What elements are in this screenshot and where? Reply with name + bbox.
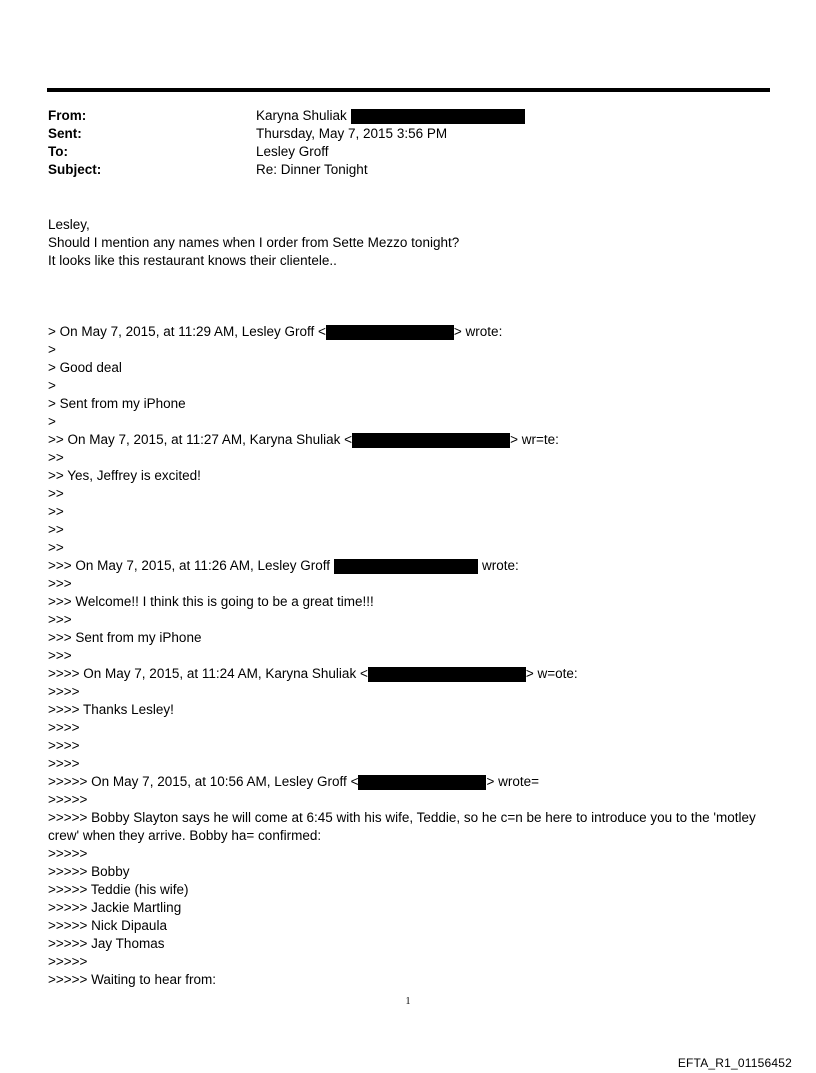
quote-line: >>>>> Jay Thomas xyxy=(48,936,165,951)
redaction-from-email xyxy=(351,109,525,124)
redaction-email xyxy=(368,667,526,682)
quote-text: > On May 7, 2015, at 11:29 AM, Lesley Groff < xyxy=(48,324,326,339)
quote-text: wrote: xyxy=(482,558,519,573)
quote-line: > xyxy=(48,342,56,357)
quote-text: > wrote= xyxy=(486,774,539,789)
quote-text: >>>> On May 7, 2015, at 11:24 AM, Karyna Shuliak < xyxy=(48,666,368,681)
quoted-thread xyxy=(48,323,766,989)
quote-line: >>>>> Bobby xyxy=(48,864,130,879)
quote-line: >> xyxy=(48,522,64,537)
quote-line: >> xyxy=(48,540,64,555)
redaction-email xyxy=(326,325,454,340)
quote-line xyxy=(48,557,766,575)
quote-line: >> xyxy=(48,486,64,501)
body-line: Lesley, xyxy=(48,217,90,232)
quote-line: > Sent from my iPhone xyxy=(48,396,186,411)
quote-line: >>> xyxy=(48,612,72,627)
quote-line: >>>>> Waiting to hear from: xyxy=(48,972,216,987)
quote-line: >>>>> Nick Dipaula xyxy=(48,918,167,933)
from-name: Karyna Shuliak xyxy=(256,108,347,123)
quote-line: >>>> Thanks Lesley! xyxy=(48,702,174,717)
quote-line: >>> Sent from my iPhone xyxy=(48,630,202,645)
quote-text: >> On May 7, 2015, at 11:27 AM, Karyna Shuliak < xyxy=(48,432,353,447)
quote-line: > Good deal xyxy=(48,360,122,375)
quote-line xyxy=(48,665,766,683)
quote-line: > xyxy=(48,414,56,429)
quote-text: >>> On May 7, 2015, at 11:26 AM, Lesley Groff xyxy=(48,558,331,573)
subject-value: Re: Dinner Tonight xyxy=(256,162,368,177)
header-divider xyxy=(47,88,770,92)
quote-line: >>>>> Jackie Martling xyxy=(48,900,182,915)
quote-line: >>>>> Bobby Slayton says he will come at 6:45 with his wife, Teddie, so he c=n be here to introduce you to the 'motley crew' when they arrive. Bobby ha= confirmed: xyxy=(48,810,756,843)
quote-line: >> xyxy=(48,450,64,465)
quote-line: >>>>> Teddie (his wife) xyxy=(48,882,189,897)
quote-line: >>>>> xyxy=(48,792,88,807)
quote-line xyxy=(48,773,766,791)
quote-line: >>> xyxy=(48,648,72,663)
subject-label: Subject: xyxy=(48,162,102,177)
from-label: From: xyxy=(48,108,87,123)
body-line: It looks like this restaurant knows their clientele.. xyxy=(48,253,337,268)
email-header xyxy=(48,107,768,179)
to-label: To: xyxy=(48,144,68,159)
redaction-email xyxy=(358,775,486,790)
quote-line: >>> Welcome!! I think this is going to be a great time!!! xyxy=(48,594,374,609)
sent-value: Thursday, May 7, 2015 3:56 PM xyxy=(256,126,448,141)
quote-line: >>> xyxy=(48,576,72,591)
quote-line xyxy=(48,323,766,341)
quote-text: > wrote: xyxy=(453,324,503,339)
quote-line: > xyxy=(48,378,56,393)
subject-row xyxy=(48,161,768,179)
sent-row xyxy=(48,125,768,143)
quote-line: >>>>> xyxy=(48,846,88,861)
to-value: Lesley Groff xyxy=(256,144,329,159)
page-number: 1 xyxy=(405,996,411,1007)
sent-label: Sent: xyxy=(48,126,82,141)
quote-text: > w=ote: xyxy=(525,666,578,681)
redaction-email xyxy=(352,433,510,448)
quote-line: >>>> xyxy=(48,738,80,753)
to-row xyxy=(48,143,768,161)
body-line: Should I mention any names when I order from Sette Mezzo tonight? xyxy=(48,235,460,250)
bates-number: EFTA_R1_01156452 xyxy=(677,1056,792,1070)
quote-line: >>>> xyxy=(48,684,80,699)
quote-text: >>>>> On May 7, 2015, at 10:56 AM, Lesley Groff < xyxy=(48,774,359,789)
quote-line: >>>>> xyxy=(48,954,88,969)
quote-line xyxy=(48,431,766,449)
email-body xyxy=(48,216,768,270)
from-value xyxy=(256,107,525,125)
quote-line: >>>> xyxy=(48,756,80,771)
quote-line: >>>> xyxy=(48,720,80,735)
quote-text: > wr=te: xyxy=(510,432,559,447)
from-row xyxy=(48,107,768,125)
quote-line: >> xyxy=(48,504,64,519)
quote-line: >> Yes, Jeffrey is excited! xyxy=(48,468,201,483)
redaction-email xyxy=(334,559,478,574)
